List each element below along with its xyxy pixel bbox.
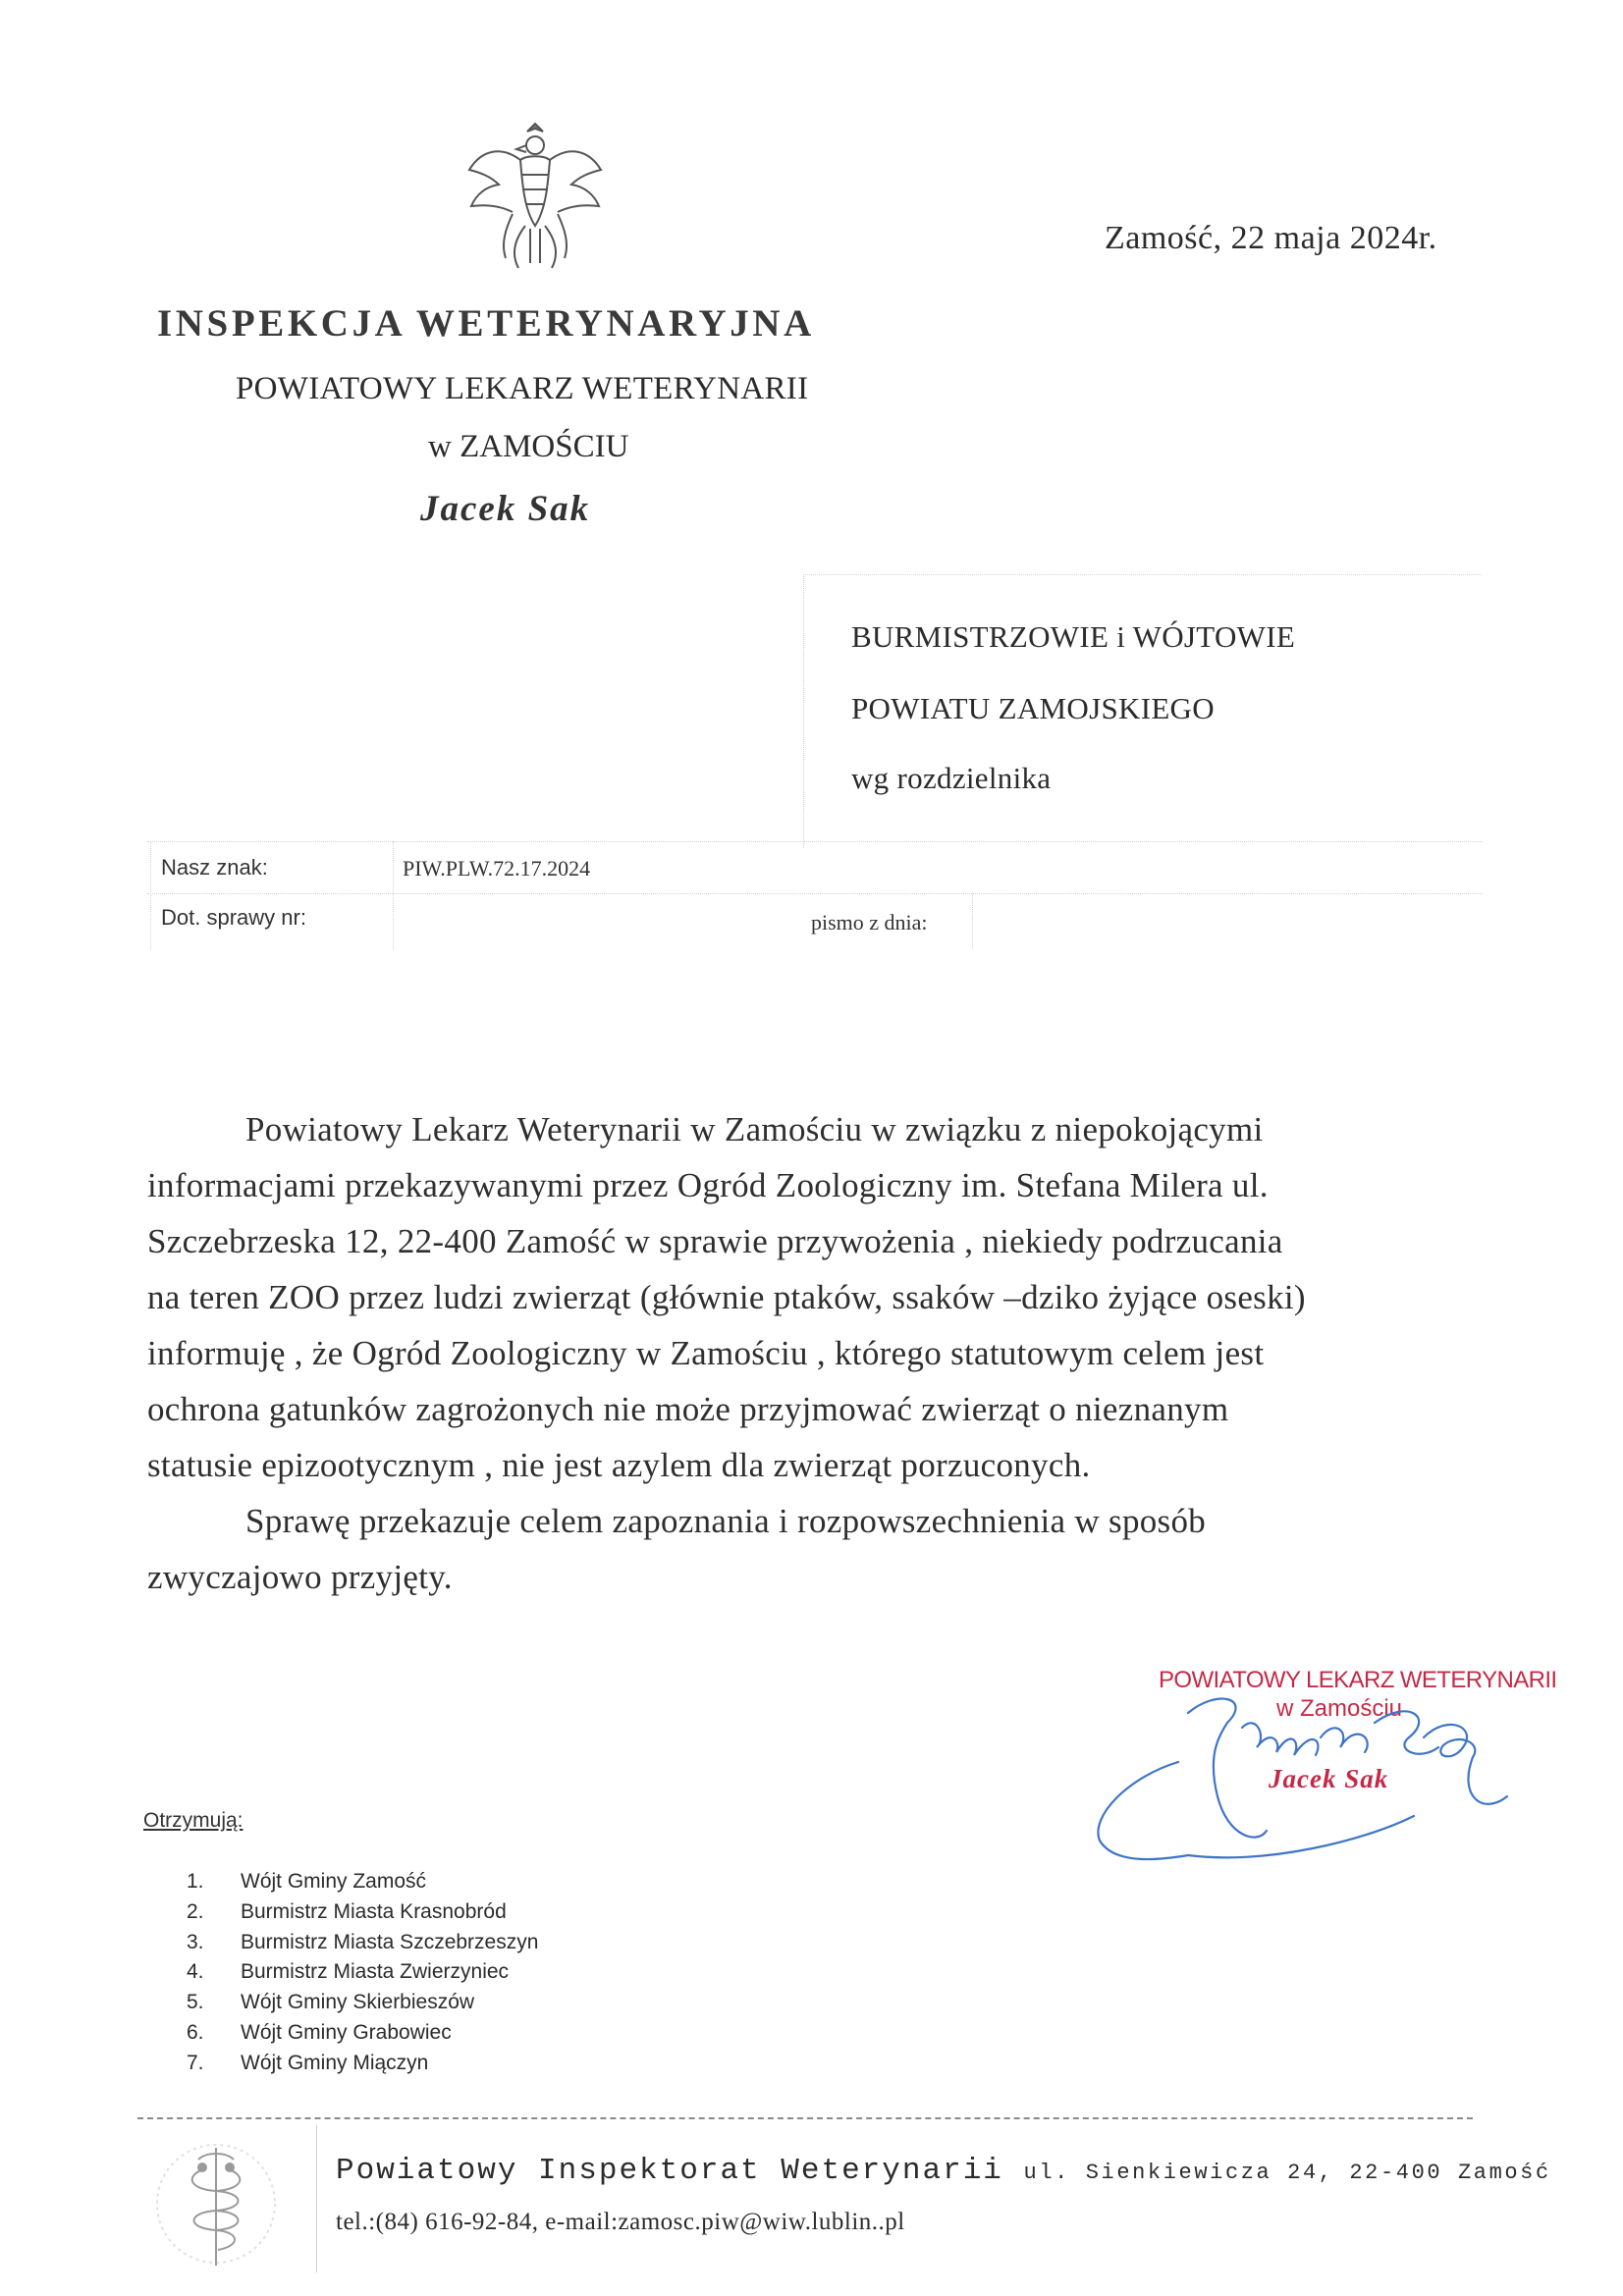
letter-date: Zamość, 22 maja 2024r. bbox=[1105, 220, 1437, 256]
body-line: informuję , że Ogród Zoologiczny w Zamościu , którego statutowym celem jest bbox=[147, 1334, 1265, 1372]
list-item-number: 6. bbox=[187, 2020, 204, 2044]
reference-rule bbox=[147, 893, 1483, 894]
list-item-text: Wójt Gminy Grabowiec bbox=[241, 2020, 452, 2044]
body-line: informacjami przekazywanymi przez Ogród Zoologiczny im. Stefana Milera ul. bbox=[147, 1166, 1269, 1204]
office-city: w ZAMOŚCIU bbox=[428, 429, 629, 464]
officer-name: Jacek Sak bbox=[420, 489, 591, 529]
list-item bbox=[187, 1957, 538, 1988]
recipient-line-3: wg rozdzielnika bbox=[851, 761, 1052, 795]
institution-title: INSPEKCJA WETERYNARYJNA bbox=[157, 302, 815, 345]
reference-table bbox=[147, 841, 1483, 949]
reference-rule bbox=[147, 841, 1483, 842]
recipient-line-2: POWIATU ZAMOJSKIEGO bbox=[851, 691, 1215, 725]
stamp-name: Jacek Sak bbox=[1269, 1764, 1389, 1793]
reference-divider bbox=[150, 841, 151, 949]
list-item-text: Burmistrz Miasta Szczebrzeszyn bbox=[241, 1930, 539, 1953]
letter-date-label: pismo z dnia: bbox=[811, 910, 928, 934]
distribution-heading: Otrzymują: bbox=[143, 1809, 243, 1832]
body-line: Szczebrzeska 12, 22-400 Zamość w sprawie przywożenia , niekiedy podrzucania bbox=[147, 1222, 1283, 1260]
our-sign-label: Nasz znak: bbox=[161, 855, 268, 880]
polish-eagle-icon bbox=[461, 116, 609, 278]
footer-org-line bbox=[336, 2154, 1551, 2188]
list-item bbox=[187, 2018, 538, 2049]
list-item-number: 3. bbox=[187, 1930, 204, 1953]
case-number-label: Dot. sprawy nr: bbox=[161, 905, 306, 930]
footer-address: ul. Sienkiewicza 24, 22-400 Zamość bbox=[1023, 2161, 1551, 2185]
letter-body bbox=[147, 1101, 1453, 1605]
footer-separator bbox=[316, 2125, 317, 2272]
list-item-text: Burmistrz Miasta Krasnobród bbox=[241, 1899, 507, 1923]
list-item-number: 1. bbox=[187, 1870, 204, 1893]
list-item bbox=[187, 2049, 538, 2079]
list-item-text: Burmistrz Miasta Zwierzyniec bbox=[241, 1960, 510, 1984]
list-item bbox=[187, 1867, 538, 1897]
reference-divider bbox=[972, 893, 973, 949]
recipient-line-1: BURMISTRZOWIE i WÓJTOWIE bbox=[851, 619, 1296, 654]
body-line: Sprawę przekazuje celem zapoznania i rozpowszechnienia w sposób bbox=[245, 1502, 1207, 1540]
distribution-list bbox=[187, 1867, 538, 2079]
body-line: na teren ZOO przez ludzi zwierząt (głównie ptaków, ssaków –dziko żyjące oseski) bbox=[147, 1278, 1306, 1316]
caduceus-icon bbox=[147, 2130, 285, 2277]
office-title: POWIATOWY LEKARZ WETERYNARII bbox=[236, 371, 809, 406]
body-line: zwyczajowo przyjęty. bbox=[147, 1558, 453, 1596]
list-item-number: 2. bbox=[187, 1899, 204, 1923]
list-item-number: 7. bbox=[187, 2051, 204, 2074]
footer-org: Powiatowy Inspektorat Weterynarii bbox=[336, 2154, 1003, 2188]
list-item bbox=[187, 1897, 538, 1928]
list-item-number: 5. bbox=[187, 1991, 204, 2014]
stamp-title: POWIATOWY LEKARZ WETERYNARII bbox=[1159, 1667, 1557, 1693]
body-line: Powiatowy Lekarz Weterynarii w Zamościu w związku z niepokojącymi bbox=[245, 1110, 1264, 1148]
list-item-text: Wójt Gminy Miączyn bbox=[241, 2051, 429, 2074]
stamp-city: w Zamościu bbox=[1276, 1695, 1403, 1722]
body-line: statusie epizootycznym , nie jest azylem dla zwierząt porzuconych. bbox=[147, 1446, 1091, 1484]
list-item bbox=[187, 1988, 538, 2018]
list-item-number: 4. bbox=[187, 1960, 204, 1984]
handwritten-signature bbox=[1070, 1669, 1522, 1875]
footer-divider bbox=[137, 2117, 1473, 2119]
list-item-text: Wójt Gminy Skierbieszów bbox=[241, 1991, 475, 2014]
body-line: ochrona gatunków zagrożonych nie może przyjmować zwierząt o nieznanym bbox=[147, 1390, 1229, 1428]
list-item-text: Wójt Gminy Zamość bbox=[241, 1870, 427, 1893]
reference-divider bbox=[393, 841, 394, 949]
recipient-block bbox=[803, 574, 1482, 848]
our-sign-value: PIW.PLW.72.17.2024 bbox=[403, 856, 591, 881]
footer-contact: tel.:(84) 616-92-84, e-mail:zamosc.piw@wiw.lublin..pl bbox=[336, 2209, 905, 2235]
list-item bbox=[187, 1928, 538, 1958]
